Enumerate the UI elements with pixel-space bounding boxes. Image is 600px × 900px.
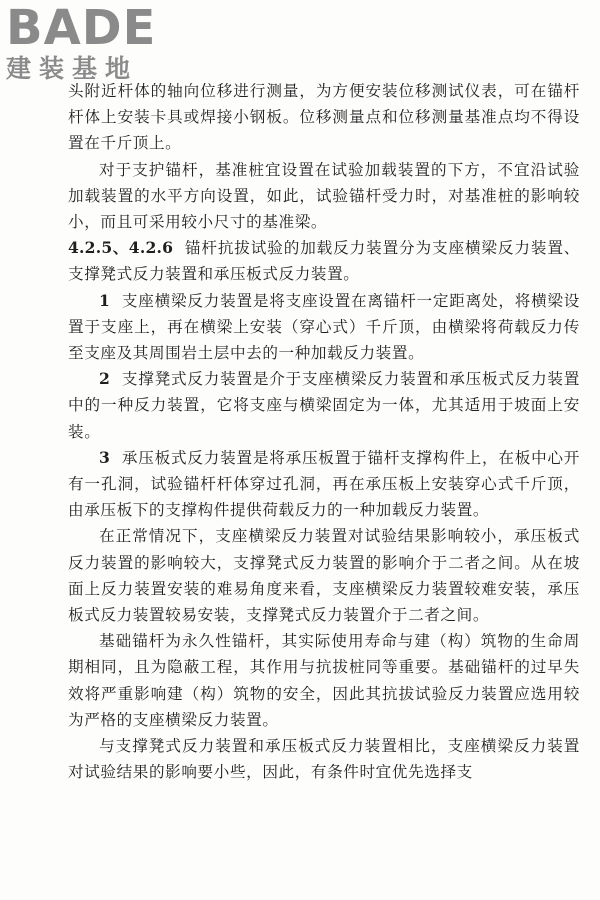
paragraph-text: 基础锚杆为永久性锚杆，其实际使用寿命与建（构）筑物的生命周期相同，且为隐蔽工程，其作用与抗拔桩同等重要。基础锚杆的过早失效将严重影响建（构）筑物的安全，因此其抗拔试验反力装置应选用较为严格的支座横梁反力装置。	[68, 632, 580, 729]
logo-wordmark: BADE	[6, 0, 157, 56]
bade-logo	[6, 0, 181, 88]
section-number: 4.2.5、4.2.6	[68, 238, 174, 258]
paragraph-text: 承压板式反力装置是将承压板置于锚杆支撑构件上，在板中心开有一孔洞，试验锚杆杆体穿过孔洞，再在承压板上安装穿心式千斤顶，由承压板下的支撑构件提供荷载反力的一种加载反力装置。	[68, 448, 580, 520]
paragraph-item-1	[68, 288, 580, 367]
paragraph-foundation-anchor	[68, 628, 580, 733]
paragraph-text: 锚杆抗拔试验的加载反力装置分为支座横梁反力装置、支撑凳式反力装置和承压板式反力装置。	[68, 239, 580, 284]
paragraph-recommendation	[68, 733, 580, 785]
paragraph-text: 头附近杆体的轴向位移进行测量，为方便安装位移测试仪表，可在锚杆杆体上安装卡具或焊接小钢板。位移测量点和位移测量基准点均不得设置在千斤顶上。	[68, 82, 580, 153]
paragraph-text: 支撑凳式反力装置是介于支座横梁反力装置和承压板式反力装置中的一种反力装置，它将支座与横梁固定为一体，尤其适用于坡面上安装。	[68, 370, 580, 441]
paragraph-item-2	[68, 366, 580, 445]
paragraph-section-4-2-5	[68, 235, 580, 287]
item-number: 1	[99, 290, 111, 310]
item-number: 3	[99, 447, 111, 467]
document-body	[68, 78, 580, 785]
paragraph-text: 支座横梁反力装置是将支座设置在离锚杆一定距离处，将横梁设置于支座上，再在横梁上安装（穿心式）千斤顶，由横梁将荷载反力传至支座及其周围岩土层中去的一种加载反力装置。	[68, 291, 580, 363]
paragraph-datum-pile	[68, 157, 580, 236]
paragraph-text: 对于支护锚杆，基准桩宜设置在试验加载装置的下方，不宜沿试验加载装置的水平方向设置，如此，试验锚杆受力时，对基准桩的影响较小，而且可采用较小尺寸的基准梁。	[68, 160, 580, 232]
paragraph-item-3	[68, 445, 580, 524]
item-number: 2	[99, 369, 111, 389]
paragraph-comparison	[68, 523, 580, 628]
paragraph-text: 在正常情况下，支座横梁反力装置对试验结果影响较小，承压板式反力装置的影响较大，支撑凳式反力装置的影响介于二者之间。从在坡面上反力装置安装的难易角度来看，支座横梁反力装置较难安装，承压板式反力装置较易安装，支撑凳式反力装置介于二者之间。	[68, 527, 580, 625]
paragraph-continued	[68, 78, 580, 157]
paragraph-text: 与支撑凳式反力装置和承压板式反力装置相比，支座横梁反力装置对试验结果的影响要小些，因此，有条件时宜优先选择支	[68, 737, 580, 782]
logo-subtitle: 建装基地	[6, 54, 139, 83]
